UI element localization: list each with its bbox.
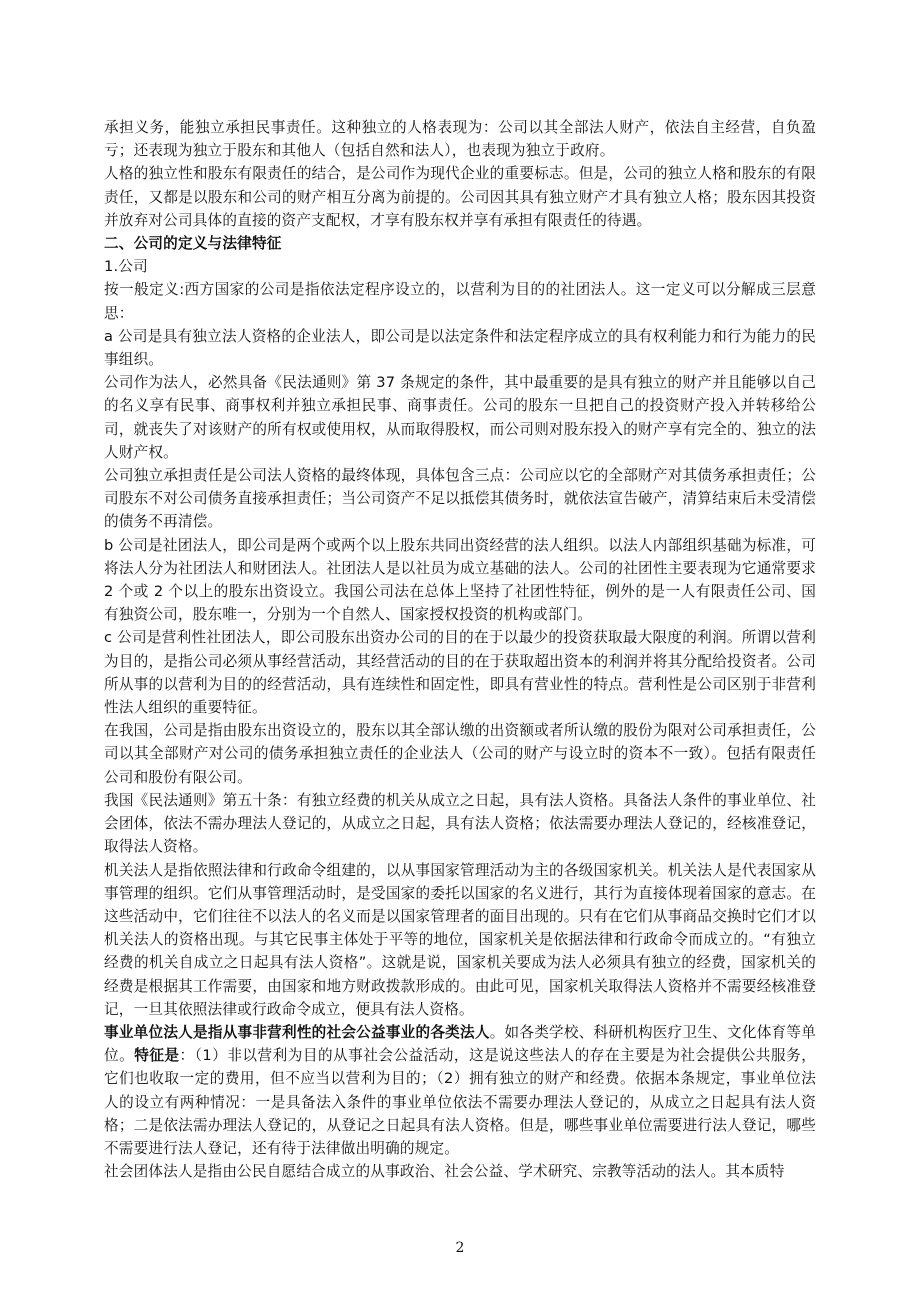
text-run: c 公司是营利性社团法人，即公司股东出资办公司的目的在于以最少的投资获取最大限度的利润。所谓以营利为目的，是指公司必须从事经营活动，其经营活动的目的在于获取超出资本的利润并将其分配给投资者。公司所从事的以营利为目的的经营活动，具有连续性和固定性，即具有营业性的特点。营利性是公司区别于非营利性法人组织的重要特征。: [104, 629, 816, 717]
paragraph: [104, 626, 816, 719]
text-run: b 公司是社团法人，即公司是两个或两个以上股东共同出资经营的法人组织。以法人内部组织基础为标准，可将法人分为社团法人和财团法人。社团法人是以社员为成立基础的法人。公司的社团性主要表现为它通常要求 2 个或 2 个以上的股东出资设立。我国公司法在总体上坚持了社团性特征，例外的是一人有限责任公司、国有独资公司，股东唯一，分别为一个自然人、国家授权投资的机构或部门。: [104, 536, 816, 624]
paragraph: [104, 534, 816, 627]
bold-text: 二、公司的定义与法律特征: [104, 235, 282, 253]
paragraph: [104, 116, 816, 162]
paragraph: [104, 162, 816, 232]
paragraph: [104, 325, 816, 371]
paragraph: [104, 789, 816, 859]
paragraph: [104, 1160, 816, 1183]
paragraph: [104, 371, 816, 464]
text-run: 承担义务，能独立承担民事责任。这种独立的人格表现为：公司以其全部法人财产，依法自主经营，自负盈亏；还表现为独立于股东和其他人（包括自然和法人），也表现为独立于政府。: [104, 119, 816, 160]
bold-text: 特征是: [134, 1047, 180, 1065]
bold-text: 事业单位法人是指从事非营利性的社会公益事业的各类法人: [104, 1023, 490, 1041]
text-run: 机关法人是指依照法律和行政命令组建的，以从事国家管理活动为主的各级国家机关。机关法人是代表国家从事管理的组织。它们从事管理活动时，是受国家的委托以国家的名义进行，其行为直接体现着国家的意志。在这些活动中，它们往往不以法人的名义而是以国家管理者的面目出现的。只有在它们从事商品交换时它们才以机关法人的资格出现。与其它民事主体处于平等的地位，国家机关是依据法律和行政命令而成立的。“有独立经费的机关自成立之日起具有法人资格”。这就是说，国家机关要成为法人必须具有独立的经费，国家机关的经费是根据其工作需要，由国家和地方财政拨款形成的。由此可见，国家机关取得法人资格并不需要经核准登记，一旦其依照法律或行政命令成立，便具有法人资格。: [104, 861, 816, 1018]
text-run: 在我国，公司是指由股东出资设立的，股东以其全部认缴的出资额或者所认缴的股份为限对公司承担责任，公司以其全部财产对公司的债务承担独立责任的企业法人（公司的财产与设立时的资本不一致）。包括有限责任公司和股份有限公司。: [104, 722, 816, 786]
paragraph: [104, 464, 816, 534]
text-run: 。如各类学校、科研机构医疗卫生、文化体育等单位。: [104, 1023, 816, 1065]
text-run: ：（1）非以营利为目的从事社会公益活动，这是说这些法人的存在主要是为社会提供公共服务，它们也收取一定的费用，但不应当以营利为目的；（2）拥有独立的财产和经费。依据本条规定，事业单位法人的设立有两种情况：一是具备法入条件的事业单位依法不需要办理法人登记的，从成立之日起具有法人资格；二是依法需办理法人登记的，从登记之日起具有法人资格。但是，哪些事业单位需要进行法人登记，哪些不需要进行法人登记，还有待于法律做出明确的规定。: [104, 1047, 817, 1157]
text-run: 公司独立承担责任是公司法人资格的最终体现，具体包含三点：公司应以它的全部财产对其债务承担责任；公司股东不对公司债务直接承担责任；当公司资产不足以抵偿其债务时，就依法宣告破产，清算结束后未受清偿的债务不再清偿。: [104, 467, 816, 531]
paragraph: [104, 232, 816, 255]
text-run: 按一般定义:西方国家的公司是指依法定程序设立的，以营利为目的的社团法人。这一定义可以分解成三层意思：: [104, 281, 816, 322]
text-run: a 公司是具有独立法人资格的企业法人，即公司是以法定条件和法定程序成立的具有权利能力和行为能力的民事组织。: [104, 327, 816, 369]
text-run: 公司作为法人，必然具备《民法通则》第 37 条规定的条件，其中最重要的是具有独立的财产并且能够以自己的名义享有民事、商事权利并独立承担民事、商事责任。公司的股东一旦把自己的投资财产投入并转移给公司，就丧失了对该财产的所有权或使用权，从而取得股权，而公司则对股东投入的财产享有完全的、独立的法人财产权。: [104, 374, 816, 461]
text-run: 1.公司: [104, 258, 148, 276]
text-run: 我国《民法通则》第五十条：有独立经费的机关从成立之日起，具有法人资格。具备法人条件的事业单位、社会团体，依法不需办理法人登记的，从成立之日起，具有法人资格；依法需要办理法人登记的，经核准登记，取得法人资格。: [104, 791, 816, 856]
paragraph: [104, 255, 816, 278]
paragraph: [104, 278, 816, 324]
paragraph: [104, 1021, 816, 1160]
text-run: 社会团体法人是指由公民自愿结合成立的从事政治、社会公益、学术研究、宗教等活动的法人。其本质特: [104, 1163, 785, 1181]
page-number: 2: [455, 1240, 465, 1256]
document-body: [104, 116, 816, 1183]
paragraph: [104, 719, 816, 789]
paragraph: [104, 859, 816, 1021]
text-run: 人格的独立性和股东有限责任的结合，是公司作为现代企业的重要标志。但是，公司的独立人格和股东的有限责任，又都是以股东和公司的财产相互分离为前提的。公司因其具有独立财产才具有独立人格；股东因其投资并放弃对公司具体的直接的资产支配权，才享有股东权并享有承担有限责任的待遇。: [104, 165, 816, 229]
